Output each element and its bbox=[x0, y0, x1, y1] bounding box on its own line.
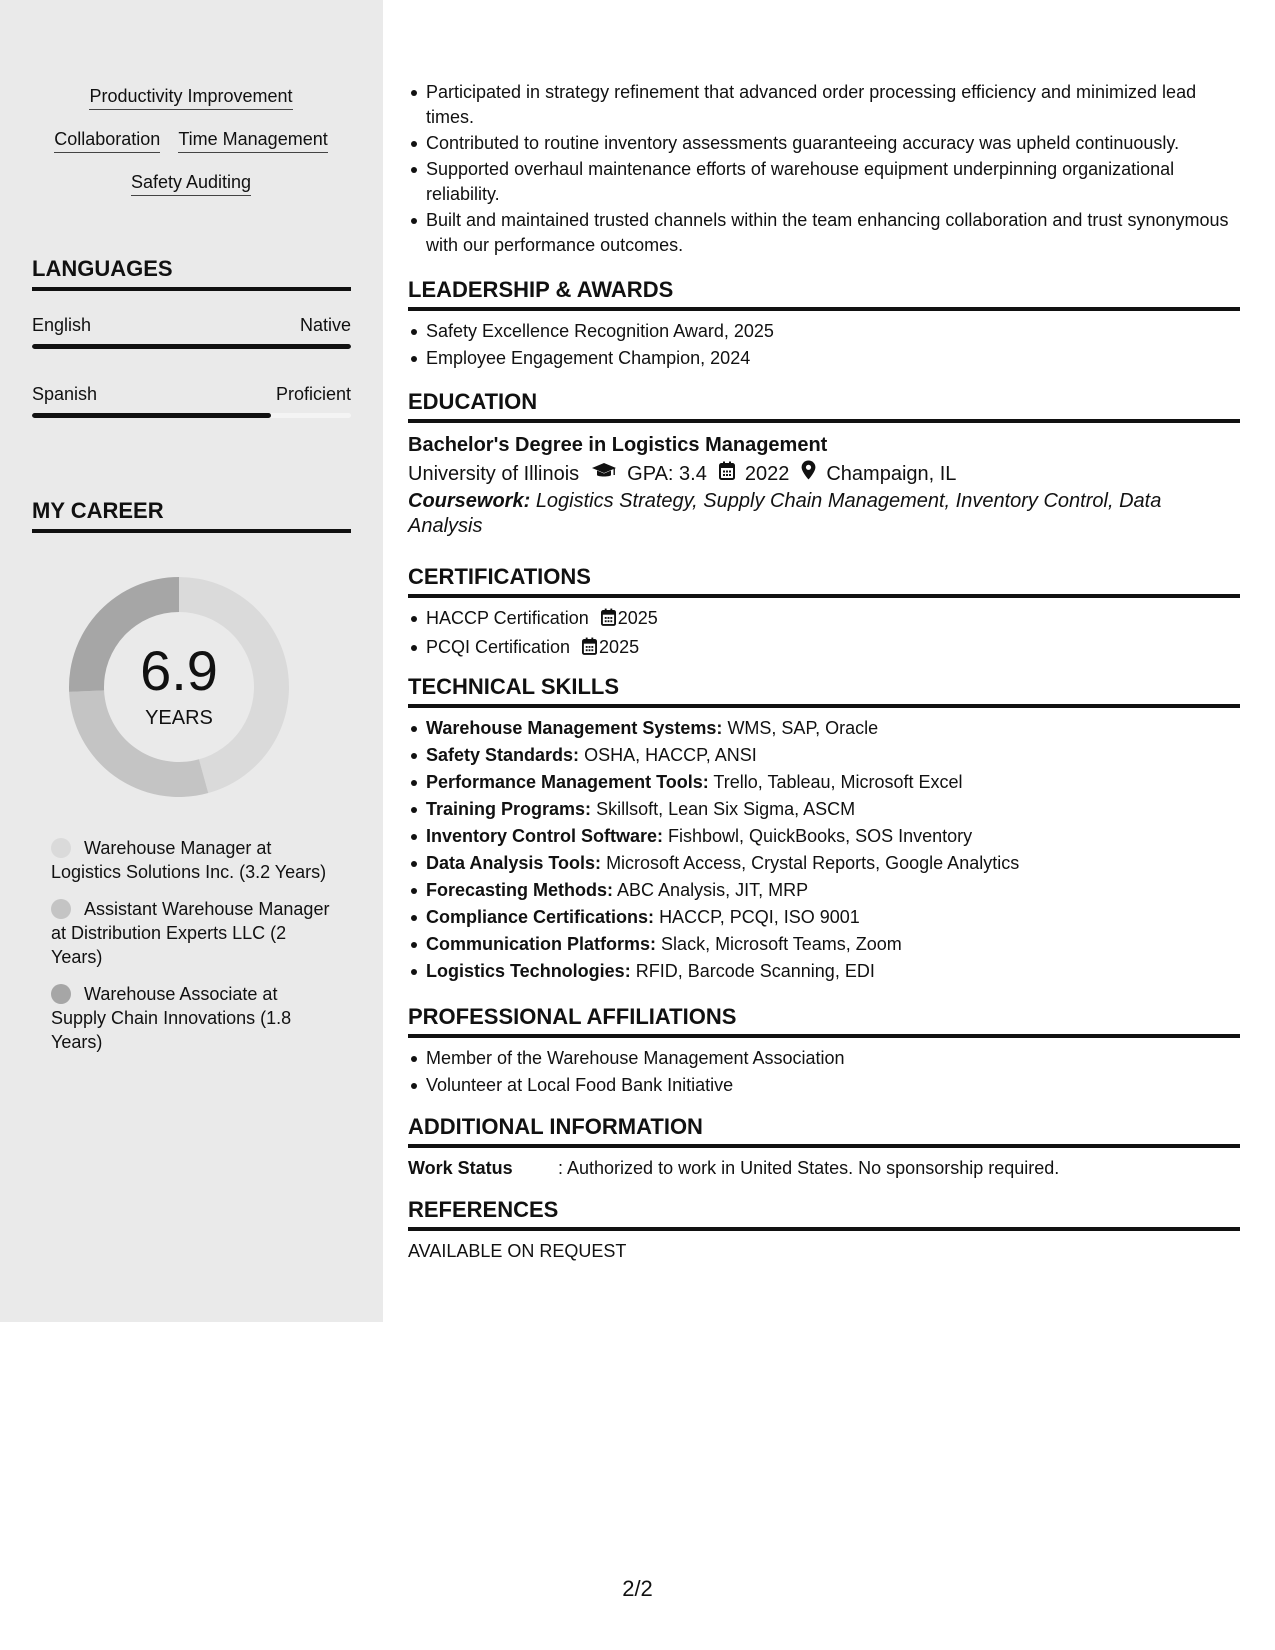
work-status-row bbox=[408, 1156, 1240, 1181]
language-bar bbox=[32, 413, 351, 418]
work-status-value: : Authorized to work in United States. No sponsorship required. bbox=[558, 1158, 1060, 1178]
education-section bbox=[408, 388, 1240, 539]
technical-skill-item bbox=[426, 824, 1240, 849]
section-heading: ADDITIONAL INFORMATION bbox=[408, 1113, 1240, 1148]
calendar-icon bbox=[582, 637, 597, 662]
career-legend-text: Assistant Warehouse Manager at Distribution Experts LLC (2 Years) bbox=[51, 899, 330, 967]
certification-name: HACCP Certification bbox=[426, 608, 589, 628]
affiliation-item: Member of the Warehouse Management Association bbox=[426, 1046, 1240, 1071]
technical-skill-value: Slack, Microsoft Teams, Zoom bbox=[661, 934, 902, 954]
work-status-label: Work Status bbox=[408, 1158, 513, 1178]
coursework-list: Logistics Strategy, Supply Chain Management, Inventory Control, Data Analysis bbox=[408, 490, 1162, 537]
degree-title: Bachelor's Degree in Logistics Management bbox=[408, 434, 828, 456]
additional-info-section bbox=[408, 1113, 1240, 1181]
calendar-icon bbox=[601, 608, 616, 633]
leadership-section bbox=[408, 276, 1240, 373]
language-bar bbox=[32, 344, 351, 349]
technical-skill-label: Training Programs: bbox=[426, 799, 592, 819]
award-item: Safety Excellence Recognition Award, 2025 bbox=[426, 319, 1240, 344]
career-heading: MY CAREER bbox=[32, 497, 351, 533]
section-heading: CERTIFICATIONS bbox=[408, 563, 1240, 598]
technical-skill-value: WMS, SAP, Oracle bbox=[727, 718, 879, 738]
technical-skill-label: Performance Management Tools: bbox=[426, 772, 709, 792]
technical-skill-item bbox=[426, 932, 1240, 957]
language-name: English bbox=[32, 315, 92, 335]
experience-bullets bbox=[408, 80, 1240, 259]
technical-skill-label: Warehouse Management Systems: bbox=[426, 718, 723, 738]
technical-skill-item bbox=[426, 770, 1240, 795]
sidebar bbox=[0, 0, 383, 1322]
career-legend bbox=[51, 836, 331, 1067]
skill-tag: Collaboration bbox=[54, 127, 160, 153]
legend-dot bbox=[51, 838, 71, 858]
career-donut-chart bbox=[66, 574, 292, 800]
technical-skill-label: Compliance Certifications: bbox=[426, 907, 655, 927]
technical-skill-value: Fishbowl, QuickBooks, SOS Inventory bbox=[668, 826, 973, 846]
language-bar-fill bbox=[32, 413, 271, 418]
technical-skill-item bbox=[426, 743, 1240, 768]
section-heading: PROFESSIONAL AFFILIATIONS bbox=[408, 1003, 1240, 1038]
technical-skills-section bbox=[408, 673, 1240, 986]
coursework-label: Coursework: bbox=[408, 490, 531, 512]
experience-bullet: Participated in strategy refinement that advanced order processing efficiency and minimized lead times. bbox=[426, 80, 1240, 130]
skill-tag: Safety Auditing bbox=[131, 170, 251, 196]
language-level: Native bbox=[299, 315, 351, 335]
languages-heading: LANGUAGES bbox=[32, 255, 351, 291]
technical-skill-label: Inventory Control Software: bbox=[426, 826, 664, 846]
skill-tag: Productivity Improvement bbox=[89, 84, 292, 110]
graduation-year: 2022 bbox=[744, 463, 790, 485]
experience-bullet: Contributed to routine inventory assessments guaranteeing accuracy was upheld continuously. bbox=[426, 131, 1240, 156]
technical-skill-label: Data Analysis Tools: bbox=[426, 853, 602, 873]
certification-year: 2025 bbox=[599, 637, 640, 657]
certification-item bbox=[426, 635, 1240, 662]
technical-skill-value: RFID, Barcode Scanning, EDI bbox=[635, 961, 875, 981]
technical-skill-item bbox=[426, 959, 1240, 984]
gpa: GPA: 3.4 bbox=[627, 463, 707, 485]
certification-item bbox=[426, 606, 1240, 633]
experience-bullet: Supported overhaul maintenance efforts of warehouse equipment underpinning organizational reliability. bbox=[426, 157, 1240, 207]
education-details bbox=[408, 459, 1240, 489]
technical-skill-label: Forecasting Methods: bbox=[426, 880, 614, 900]
technical-skill-value: HACCP, PCQI, ISO 9001 bbox=[659, 907, 860, 927]
page-number: 2/2 bbox=[622, 1576, 653, 1601]
legend-dot bbox=[51, 899, 71, 919]
technical-skills-list bbox=[408, 716, 1240, 984]
certification-year: 2025 bbox=[617, 608, 658, 628]
technical-skill-item bbox=[426, 797, 1240, 822]
technical-skill-item bbox=[426, 851, 1240, 876]
language-level: Proficient bbox=[275, 384, 351, 404]
career-total: 6.9 bbox=[140, 639, 218, 702]
references-section bbox=[408, 1196, 1240, 1264]
technical-skill-value: Trello, Tableau, Microsoft Excel bbox=[713, 772, 963, 792]
certifications-section bbox=[408, 563, 1240, 664]
graduation-cap-icon bbox=[591, 459, 617, 489]
technical-skill-label: Communication Platforms: bbox=[426, 934, 657, 954]
experience-bullet: Built and maintained trusted channels within the team enhancing collaboration and trust synonymous with our performance outcomes. bbox=[426, 208, 1240, 258]
section-heading: TECHNICAL SKILLS bbox=[408, 673, 1240, 708]
school-name: University of Illinois bbox=[408, 463, 580, 485]
language-row bbox=[32, 313, 351, 337]
skill-tags bbox=[32, 84, 350, 196]
certification-name: PCQI Certification bbox=[426, 637, 571, 657]
technical-skill-value: Microsoft Access, Crystal Reports, Google Analytics bbox=[606, 853, 1020, 873]
language-bar-fill bbox=[32, 344, 351, 349]
language-name: Spanish bbox=[32, 384, 98, 404]
map-pin-icon bbox=[801, 459, 816, 489]
affiliations-section bbox=[408, 1003, 1240, 1100]
section-heading: REFERENCES bbox=[408, 1196, 1240, 1231]
career-legend-text: Warehouse Associate at Supply Chain Innovations (1.8 Years) bbox=[51, 984, 292, 1052]
references-text: AVAILABLE ON REQUEST bbox=[408, 1241, 627, 1261]
legend-dot bbox=[51, 984, 71, 1004]
technical-skill-item bbox=[426, 878, 1240, 903]
coursework bbox=[408, 489, 1240, 539]
affiliation-item: Volunteer at Local Food Bank Initiative bbox=[426, 1073, 1240, 1098]
technical-skill-label: Logistics Technologies: bbox=[426, 961, 631, 981]
career-legend-item bbox=[51, 897, 331, 969]
technical-skill-value: ABC Analysis, JIT, MRP bbox=[617, 880, 809, 900]
career-legend-item bbox=[51, 982, 331, 1054]
award-item: Employee Engagement Champion, 2024 bbox=[426, 346, 1240, 371]
language-row bbox=[32, 382, 351, 406]
career-legend-text: Warehouse Manager at Logistics Solutions Inc. (3.2 Years) bbox=[51, 838, 327, 882]
technical-skill-label: Safety Standards: bbox=[426, 745, 580, 765]
section-heading: EDUCATION bbox=[408, 388, 1240, 423]
career-unit: YEARS bbox=[145, 707, 213, 729]
career-legend-item bbox=[51, 836, 331, 884]
technical-skill-item bbox=[426, 905, 1240, 930]
skill-tag: Time Management bbox=[178, 127, 327, 153]
calendar-icon bbox=[719, 459, 735, 489]
section-heading: LEADERSHIP & AWARDS bbox=[408, 276, 1240, 311]
technical-skill-value: Skillsoft, Lean Six Sigma, ASCM bbox=[596, 799, 856, 819]
technical-skill-value: OSHA, HACCP, ANSI bbox=[584, 745, 757, 765]
technical-skill-item bbox=[426, 716, 1240, 741]
school-location: Champaign, IL bbox=[826, 463, 957, 485]
